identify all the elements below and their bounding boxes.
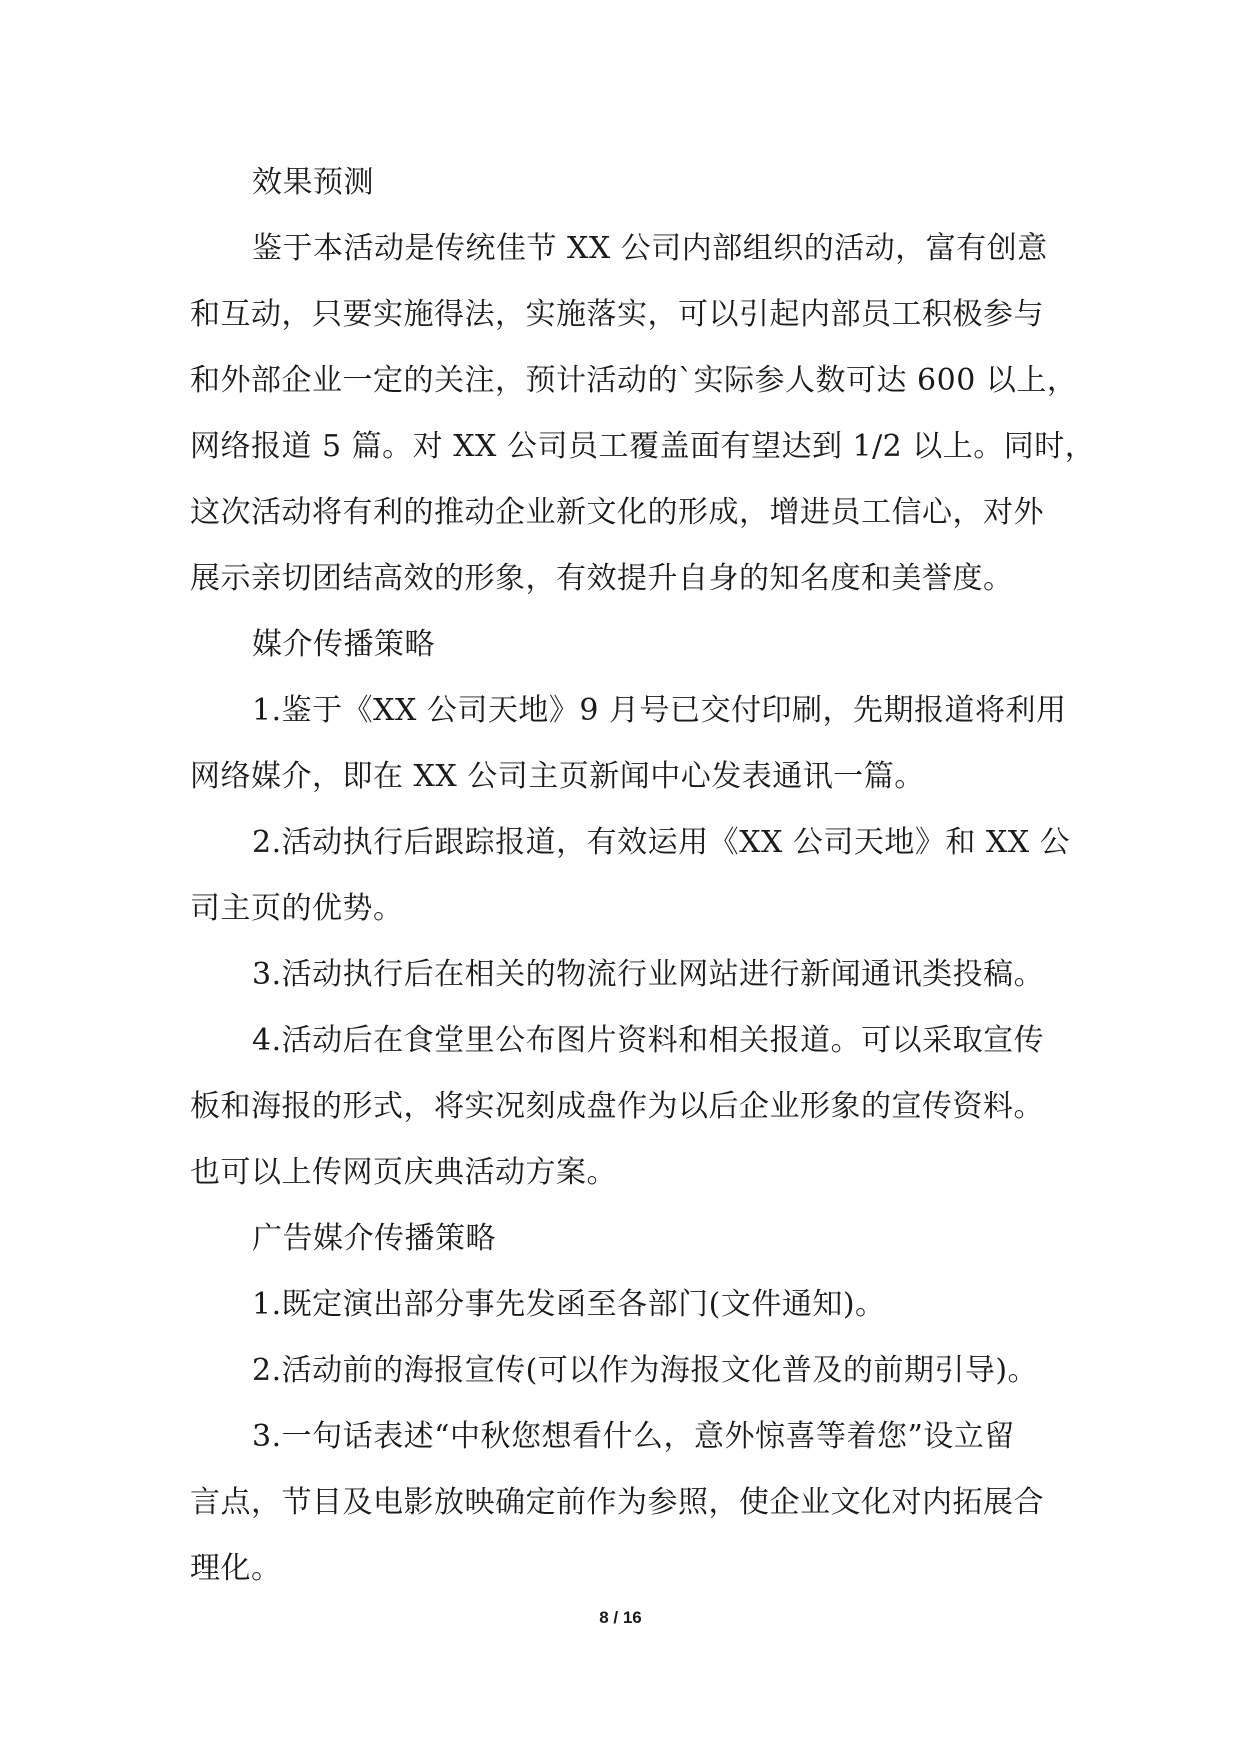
list-item-line: 网络媒介，即在 XX 公司主页新闻中心发表通讯一篇。 [190, 759, 925, 794]
list-item-line: 理化。 [190, 1551, 282, 1586]
section-heading-ad-media-strategy: 广告媒介传播策略 [252, 1221, 496, 1256]
list-item-line: 4.活动后在食堂里公布图片资料和相关报道。可以采取宣传 [252, 1023, 1045, 1058]
list-item-line: 3.一句话表述“中秋您想看什么，意外惊喜等着您”设立留 [252, 1419, 1015, 1454]
list-item-line: 司主页的优势。 [190, 891, 404, 926]
paragraph-line: 鉴于本活动是传统佳节 XX 公司内部组织的活动，富有创意 [252, 231, 1048, 266]
list-item-line: 2.活动执行后跟踪报道，有效运用《XX 公司天地》和 XX 公 [252, 825, 1071, 860]
paragraph-line: 网络报道 5 篇。对 XX 公司员工覆盖面有望达到 1/2 以上。同时， [190, 429, 1096, 464]
paragraph-line: 和外部企业一定的关注，预计活动的`实际参人数可达 600 以上， [190, 363, 1078, 398]
list-item-line: 2.活动前的海报宣传(可以作为海报文化普及的前期引导)。 [252, 1353, 1039, 1388]
document-body [190, 150, 1096, 1602]
list-item-line: 板和海报的形式，将实况刻成盘作为以后企业形象的宣传资料。 [190, 1089, 1044, 1124]
list-item-line: 言点，节目及电影放映确定前作为参照，使企业文化对内拓展合 [190, 1485, 1044, 1520]
paragraph-line: 展示亲切团结高效的形象，有效提升自身的知名度和美誉度。 [190, 561, 1014, 596]
list-item-line: 也可以上传网页庆典活动方案。 [190, 1155, 617, 1190]
list-item-line: 1.鉴于《XX 公司天地》9 月号已交付印刷，先期报道将利用 [252, 693, 1067, 728]
list-item-line: 3.活动执行后在相关的物流行业网站进行新闻通讯类投稿。 [252, 957, 1045, 992]
paragraph-line: 和互动，只要实施得法，实施落实，可以引起内部员工积极参与 [190, 297, 1044, 332]
section-heading-media-strategy: 媒介传播策略 [252, 627, 435, 662]
section-heading-effect-forecast: 效果预测 [252, 165, 374, 200]
list-item-line: 1.既定演出部分事先发函至各部门(文件通知)。 [252, 1287, 886, 1322]
paragraph-line: 这次活动将有利的推动企业新文化的形成，增进员工信心，对外 [190, 495, 1044, 530]
page-number: 8 / 16 [599, 1608, 642, 1627]
